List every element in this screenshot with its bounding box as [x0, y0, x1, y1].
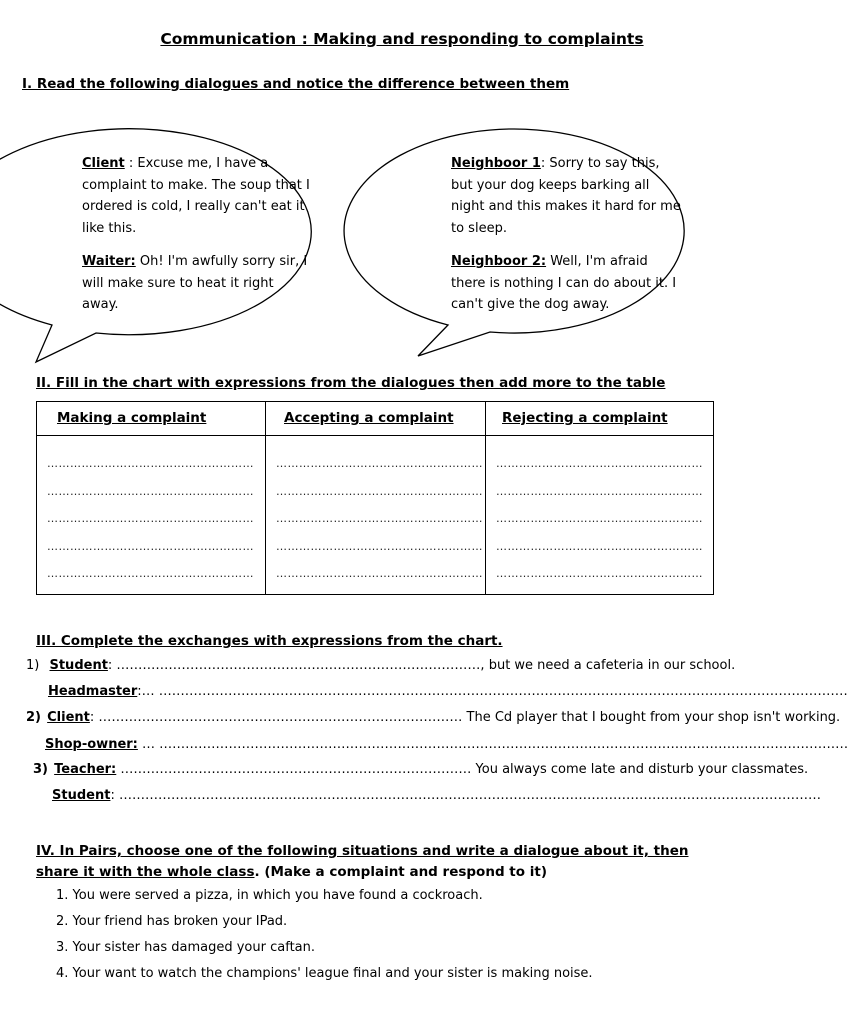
chart-header-accepting: Accepting a complaint: [266, 402, 486, 436]
neighboor-1-line: : Sorry to say this, but your dog keeps barking all night and this makes it hard for me to sleep.: [451, 156, 681, 236]
speaker-waiter: Waiter:: [82, 254, 136, 269]
blank-line[interactable]: ………………………………………………: [276, 457, 483, 470]
exchange-2-shop-owner[interactable]: Shop-owner: … ……………………………………………………………………………………………………………………………………………: [45, 737, 848, 752]
situation-item: 4. Your want to watch the champions' league final and your sister is making noise.: [56, 966, 593, 981]
blank-line[interactable]: ………………………………………………: [496, 457, 703, 470]
chart-header-rejecting: Rejecting a complaint: [486, 402, 714, 436]
chart-header-making: Making a complaint: [37, 402, 266, 436]
blank-line[interactable]: ………………………………………………: [496, 512, 703, 525]
blank-line[interactable]: ………………………………………………: [496, 539, 703, 553]
blank-line[interactable]: ………………………………………………: [47, 539, 254, 553]
page-title: Communication : Making and responding to complaints: [160, 30, 644, 48]
blank-line[interactable]: ………………………………………………: [47, 567, 254, 580]
blank-line[interactable]: ………………………………………………: [276, 539, 483, 553]
exchange-2-client[interactable]: 2) Client: ………………………………………………………………………… The Cd player that I bought from your shop isn't working.: [26, 710, 841, 725]
exchange-3-student[interactable]: Student: ………………………………………………………………………………………………………………………………………………: [52, 788, 821, 803]
speaker-neighboor-1: Neighboor 1: [451, 156, 541, 171]
blank-line[interactable]: ………………………………………………: [47, 457, 254, 470]
section4-heading: IV. In Pairs, choose one of the following situations and write a dialogue about it, then share it with the whole class. (Make a complaint and respond to it): [36, 843, 689, 880]
speaker-client: Client: [82, 156, 125, 171]
section1-heading: I. Read the following dialogues and notice the difference between them: [22, 76, 570, 92]
chart-cell-making[interactable]: [37, 436, 266, 595]
exchange-1-headmaster[interactable]: Headmaster:… ……………………………………………………………………………………………………………………………………………: [48, 684, 848, 699]
blank-line[interactable]: ………………………………………………: [496, 484, 703, 498]
waiter-line: Oh! I'm awfully sorry sir, I will make sure to heat it right away.: [82, 254, 308, 312]
section3-heading: III. Complete the exchanges with expressions from the chart.: [36, 633, 503, 649]
expressions-chart: [36, 401, 714, 595]
blank-line[interactable]: ………………………………………………: [276, 512, 483, 525]
neighboor-2-line: Well, I'm afraid there is nothing I can do about it. I can't give the dog away.: [451, 254, 677, 312]
speaker-neighboor-2: Neighboor 2:: [451, 254, 547, 269]
blank-line[interactable]: ………………………………………………: [47, 512, 254, 525]
bubble-right-text: [451, 153, 683, 316]
section2-heading: II. Fill in the chart with expressions from the dialogues then add more to the table: [36, 375, 666, 391]
blank-line[interactable]: ………………………………………………: [496, 567, 703, 580]
blank-line[interactable]: ………………………………………………: [276, 567, 483, 580]
situation-item: 3. Your sister has damaged your caftan.: [56, 940, 316, 955]
blank-line[interactable]: ………………………………………………: [276, 484, 483, 498]
exchange-3-teacher[interactable]: 3) Teacher: ……………………………………………………………………… You always come late and disturb your classmates.: [33, 762, 809, 777]
chart-cell-rejecting[interactable]: [486, 436, 714, 595]
bubble-left-text: [82, 153, 314, 316]
blank-line[interactable]: ………………………………………………: [47, 484, 254, 498]
situation-item: 1. You were served a pizza, in which you have found a cockroach.: [56, 888, 483, 903]
situation-item: 2. Your friend has broken your IPad.: [56, 914, 288, 929]
client-line: : Excuse me, I have a complaint to make. The soup that I ordered is cold, I really can't eat it like this.: [82, 156, 310, 236]
exchange-1-student[interactable]: 1) Student: …………………………………………………………………………, but we need a cafeteria in our school.: [26, 658, 736, 673]
chart-cell-accepting[interactable]: [266, 436, 486, 595]
